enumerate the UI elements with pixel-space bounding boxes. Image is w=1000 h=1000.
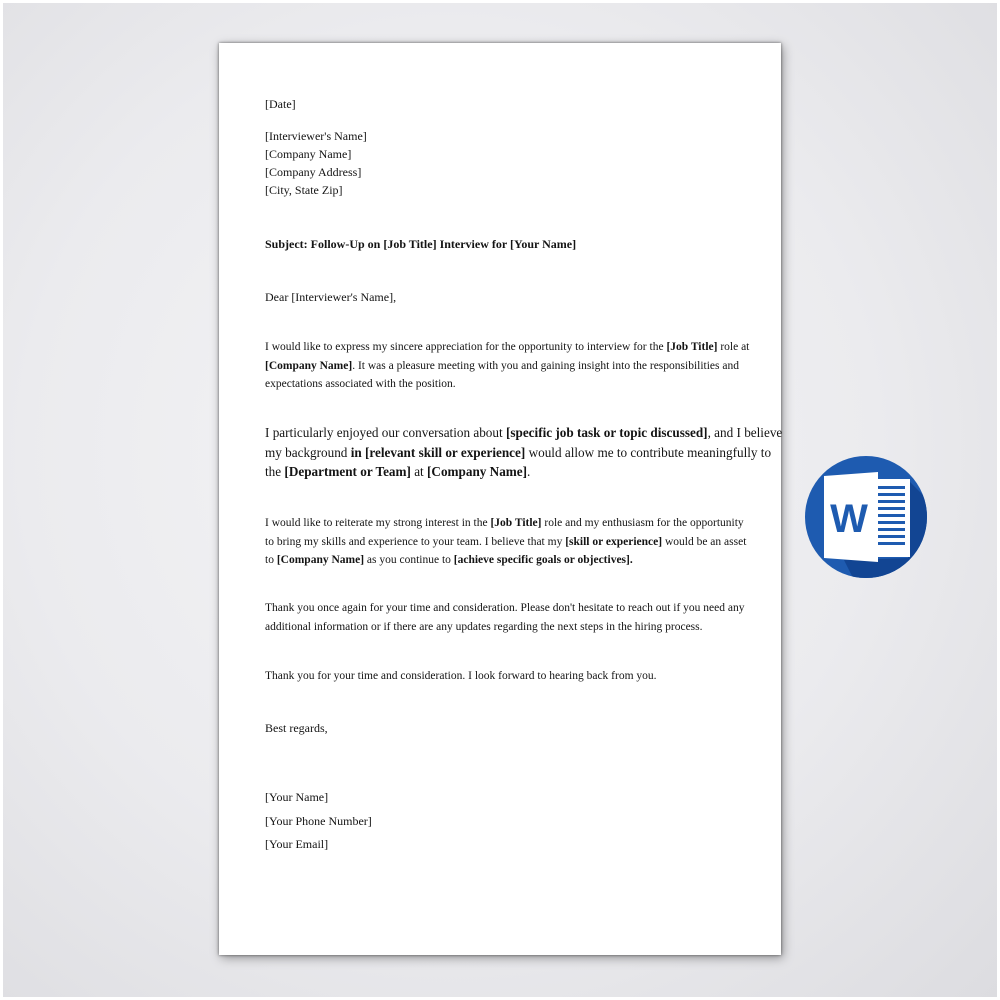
greeting: Dear [Interviewer's Name], <box>265 290 397 304</box>
paragraph-1: I would like to express my sincere appreciation for the opportunity to interview for the [Job Title] role at [Company Name]. It was a pleasure meeting with you and gaining insight into the responsibilities and expectations associated with the position. <box>265 341 750 390</box>
subject-line: Subject: Follow-Up on [Job Title] Interview for [Your Name] <box>265 237 577 251</box>
paragraph-2: I particularly enjoyed our conversation about [specific job task or topic discussed], and I believe my background in [relevant skill or experience] would allow me to contribute meaningfully to the [Department or Team] at [Company Name]. <box>265 425 783 479</box>
recipient-block <box>265 127 367 199</box>
date-line: [Date] <box>265 97 296 111</box>
signature-email: [Your Email] <box>265 837 329 851</box>
signature-phone: [Your Phone Number] <box>265 813 372 828</box>
paragraph-4: Thank you once again for your time and consideration. Please don't hesitate to reach out if you need any additional information or if there are any updates regarding the next steps in the hiring process. <box>265 602 745 633</box>
document-lines-icon <box>875 486 905 545</box>
microsoft-word-icon <box>804 440 928 594</box>
paragraph-3: I would like to reiterate my strong interest in the [Job Title] role and my enthusiasm for the opportunity to bring my skills and experience to your team. I believe that my [skill or experience] would be an asset to [Company Name] as you continue to [achieve specific goals or objectives]. <box>265 517 747 566</box>
word-letter-icon: W <box>830 497 868 541</box>
recipient-company: [Company Name] <box>265 147 352 161</box>
closing: Best regards, <box>265 721 328 735</box>
recipient-city: [City, State Zip] <box>265 183 343 197</box>
recipient-address: [Company Address] <box>265 165 362 179</box>
signature-name: [Your Name] <box>265 790 329 804</box>
recipient-name: [Interviewer's Name] <box>265 129 367 143</box>
signature-block <box>265 786 372 857</box>
letter-page <box>219 43 781 955</box>
paragraph-5: Thank you for your time and consideration. I look forward to hearing back from you. <box>265 670 657 682</box>
